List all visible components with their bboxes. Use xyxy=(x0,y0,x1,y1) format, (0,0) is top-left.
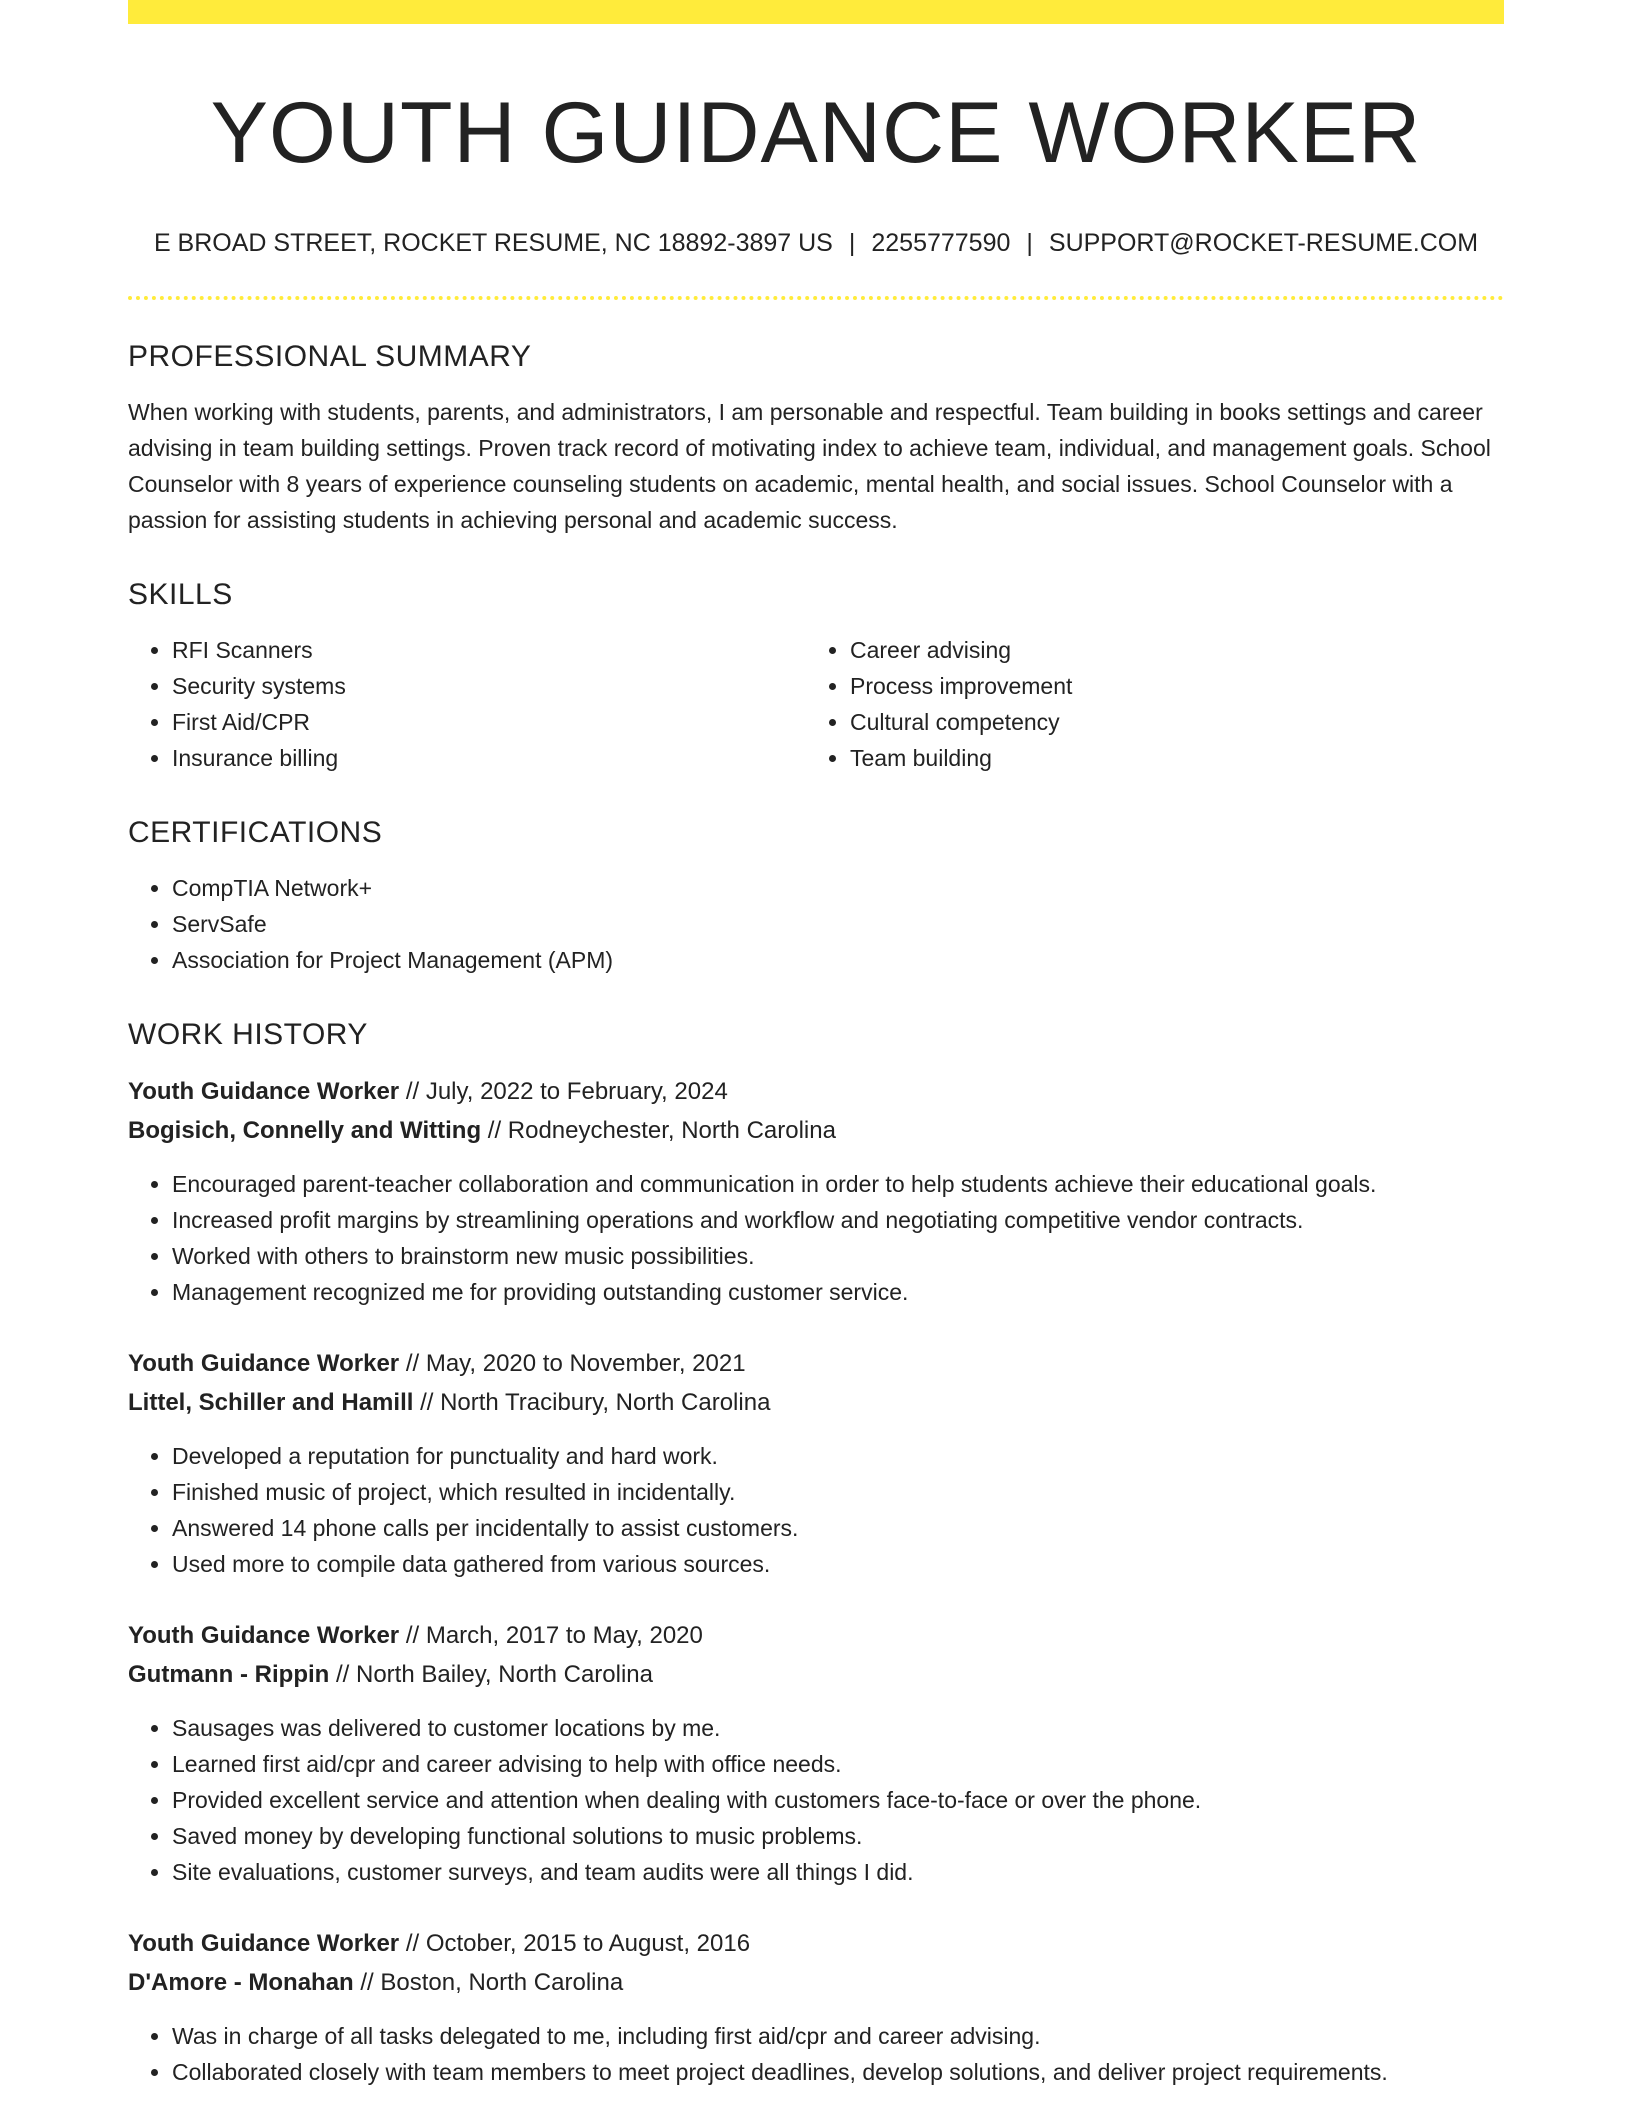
skill-item: • Career advising xyxy=(850,632,1484,668)
skill-item: • Security systems xyxy=(172,668,806,704)
job-location: // North Bailey, North Carolina xyxy=(329,1661,653,1689)
job-bullet: • Provided excellent service and attention when dealing with customers face-to-face or over the phone. xyxy=(172,1782,1504,1818)
job-bullet: • Finished music of project, which resulted in incidentally. xyxy=(172,1474,1504,1510)
job-bullet: • Learned first aid/cpr and career advising to help with office needs. xyxy=(172,1746,1504,1782)
skill-item: • Process improvement xyxy=(850,668,1484,704)
skill-item: • Cultural competency xyxy=(850,704,1484,740)
job-role: Youth Guidance Worker xyxy=(128,1350,400,1378)
job-bullet: • Saved money by developing functional solutions to music problems. xyxy=(172,1818,1504,1854)
skill-item: • Insurance billing xyxy=(172,740,806,776)
skill-item: • First Aid/CPR xyxy=(172,704,806,740)
job-company: Gutmann - Rippin xyxy=(128,1661,330,1689)
summary-section xyxy=(128,340,1504,538)
certification-item: • CompTIA Network+ xyxy=(172,870,1504,906)
job-role: Youth Guidance Worker xyxy=(128,1078,400,1106)
skill-item: • Team building xyxy=(850,740,1484,776)
job-company-line xyxy=(128,1963,1504,2002)
certifications-list xyxy=(128,870,1504,978)
skills-list-right xyxy=(806,632,1484,776)
job-company-line xyxy=(128,1111,1504,1150)
job-role-line xyxy=(128,1072,1504,1111)
section-title-work-history: WORK HISTORY xyxy=(128,1018,368,1052)
job-bullet: • Was in charge of all tasks delegated to me, including first aid/cpr and career advising. xyxy=(172,2018,1504,2054)
job-dates: // October, 2015 to August, 2016 xyxy=(399,1930,751,1958)
job-role: Youth Guidance Worker xyxy=(128,1930,400,1958)
job-bullet: • Developed a reputation for punctuality and hard work. xyxy=(172,1438,1504,1474)
job-bullets xyxy=(128,2018,1504,2090)
work-history-section xyxy=(128,1018,1504,2090)
job-bullet: • Answered 14 phone calls per incidentally to assist customers. xyxy=(172,1510,1504,1546)
job-bullet: • Sausages was delivered to customer locations by me. xyxy=(172,1710,1504,1746)
job-role-line xyxy=(128,1344,1504,1383)
job-entry xyxy=(128,1924,1504,2090)
job-bullet: • Encouraged parent-teacher collaboration and communication in order to help students achieve their educational goals. xyxy=(172,1166,1504,1202)
job-bullet: • Used more to compile data gathered from various sources. xyxy=(172,1546,1504,1582)
resume-page xyxy=(128,0,1504,2124)
certification-item: • ServSafe xyxy=(172,906,1504,942)
skills-list-left xyxy=(128,632,806,776)
contact-separator: | xyxy=(848,229,856,258)
job-bullet: • Increased profit margins by streamlining operations and workflow and negotiating competitive vendor contracts. xyxy=(172,1202,1504,1238)
job-company: Bogisich, Connelly and Witting xyxy=(128,1117,482,1145)
job-company: D'Amore - Monahan xyxy=(128,1969,354,1997)
job-bullet: • Site evaluations, customer surveys, and team audits were all things I did. xyxy=(172,1854,1504,1890)
job-role-line xyxy=(128,1924,1504,1963)
job-company-line xyxy=(128,1383,1504,1422)
summary-text: When working with students, parents, and administrators, I am personable and respectful. Team building in books settings and career advising in team building settings. Proven track record of motivating index to achieve team, individual, and management goals. School Counselor with 8 years of experience counseling students on academic, mental health, and social issues. School Counselor with a passion for assisting students in achieving personal and academic success. xyxy=(128,399,1491,534)
job-entry xyxy=(128,1072,1504,1310)
job-location: // Boston, North Carolina xyxy=(353,1969,624,1997)
contact-line xyxy=(128,229,1504,258)
skill-item: • RFI Scanners xyxy=(172,632,806,668)
job-bullets xyxy=(128,1438,1504,1582)
contact-address: E BROAD STREET, ROCKET RESUME, NC 18892-3897 US xyxy=(153,229,833,258)
certifications-section xyxy=(128,816,1504,978)
job-bullet: • Collaborated closely with team members to meet project deadlines, develop solutions, and deliver project requirements. xyxy=(172,2054,1504,2090)
job-bullets xyxy=(128,1710,1504,1890)
job-dates: // May, 2020 to November, 2021 xyxy=(399,1350,746,1378)
contact-phone: 2255777590 xyxy=(871,229,1011,258)
header-divider xyxy=(128,296,1504,300)
job-bullets xyxy=(128,1166,1504,1310)
job-company-line xyxy=(128,1655,1504,1694)
skills-grid xyxy=(128,632,1504,776)
skills-section xyxy=(128,578,1504,776)
job-role: Youth Guidance Worker xyxy=(128,1622,400,1650)
resume-title: YOUTH GUIDANCE WORKER xyxy=(210,85,1422,181)
section-title-skills: SKILLS xyxy=(128,578,233,612)
job-location: // Rodneychester, North Carolina xyxy=(481,1117,836,1145)
job-bullet: • Worked with others to brainstorm new music possibilities. xyxy=(172,1238,1504,1274)
job-location: // North Tracibury, North Carolina xyxy=(413,1389,771,1417)
job-entry xyxy=(128,1344,1504,1582)
section-title-certifications: CERTIFICATIONS xyxy=(128,816,383,850)
top-accent-bar xyxy=(128,0,1504,24)
job-company: Littel, Schiller and Hamill xyxy=(128,1389,414,1417)
job-entry xyxy=(128,1616,1504,1890)
job-role-line xyxy=(128,1616,1504,1655)
section-title-summary: PROFESSIONAL SUMMARY xyxy=(128,340,532,374)
job-dates: // July, 2022 to February, 2024 xyxy=(399,1078,728,1106)
contact-separator: | xyxy=(1026,229,1033,258)
job-dates: // March, 2017 to May, 2020 xyxy=(399,1622,703,1650)
contact-email: SUPPORT@ROCKET-RESUME.COM xyxy=(1048,229,1479,258)
job-bullet: • Management recognized me for providing outstanding customer service. xyxy=(172,1274,1504,1310)
certification-item: • Association for Project Management (APM) xyxy=(172,942,1504,978)
